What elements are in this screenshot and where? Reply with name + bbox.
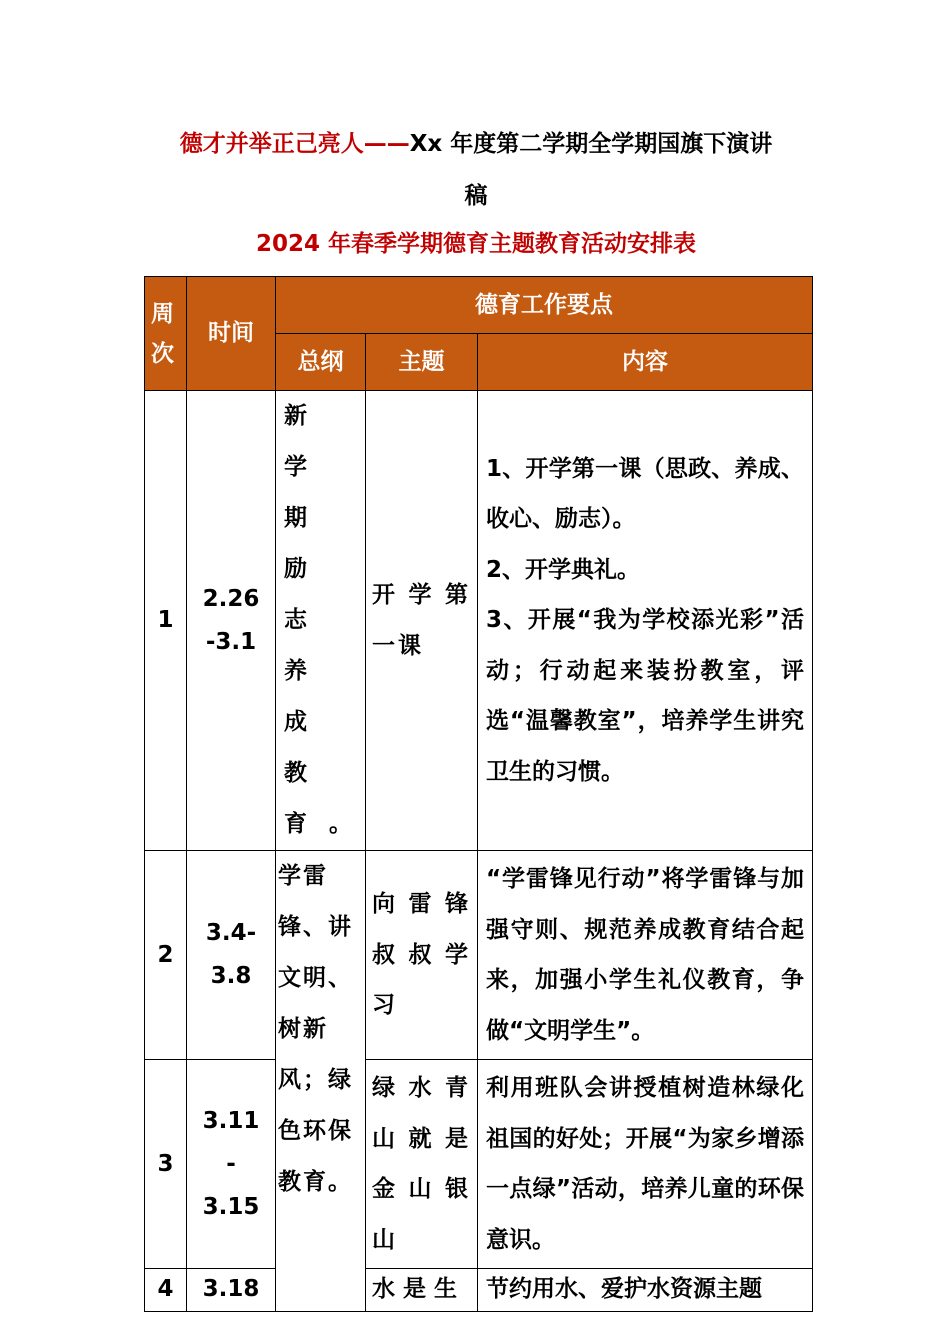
document-title: [140, 118, 812, 222]
row2-content-line-1: “学雷锋见行动”将学雷锋与加强守则、规范养成教育结合起来，加强小学生礼仪教育，争做“文明学生”。: [486, 866, 805, 1044]
header-week-text: 周次: [151, 300, 174, 367]
header-content: 内容: [478, 334, 813, 391]
header-gist: 总纲: [276, 334, 366, 391]
row3-theme-text: 绿水青山就是金山银山: [372, 1075, 471, 1253]
title-black-part: Xx 年度第二学期全学期国旗下演讲: [409, 131, 773, 157]
row1-time-text: 2.26 -3.1: [202, 585, 260, 655]
table-row: [145, 391, 813, 851]
table-row: [145, 1269, 813, 1312]
row1-theme-text: 开学第一课: [372, 582, 471, 659]
row2-gist: [276, 851, 366, 1312]
row3-theme: [366, 1060, 478, 1269]
row2-time-text: 3.4- 3.8: [205, 920, 257, 989]
row1-gist-text: 新学期励志养成教育。: [284, 403, 374, 837]
row1-content: [478, 391, 813, 851]
row1-content-line-2: 2、开学典礼。: [486, 556, 641, 583]
row1-content-line-1: 1、开学第一课（思政、养成、收心、励志）。: [486, 455, 805, 533]
row2-time: [187, 851, 276, 1060]
row3-time-text: 3.11 - 3.15: [202, 1107, 260, 1220]
row4-content-line-1: 节约用水、爱护水资源主题: [486, 1276, 762, 1302]
header-group: 德育工作要点: [276, 277, 813, 334]
title-line-2: 稿: [464, 183, 488, 209]
schedule-table: [144, 276, 813, 1312]
row1-gist: [276, 391, 374, 851]
row1-time: [187, 391, 276, 851]
row4-theme: [366, 1269, 478, 1312]
row4-time: 3.18: [187, 1269, 276, 1312]
row2-week: 2: [145, 851, 187, 1060]
row4-week: 4: [145, 1269, 187, 1312]
table-row: [145, 851, 813, 1060]
header-time: 时间: [187, 277, 276, 391]
row3-week: 3: [145, 1060, 187, 1269]
table-subtitle: 2024 年春季学期德育主题教育活动安排表: [255, 231, 697, 257]
row1-week: 1: [145, 391, 187, 851]
row3-content: [478, 1060, 813, 1269]
row3-content-line-1: 利用班队会讲授植树造林绿化祖国的好处；开展“为家乡增添一点绿”活动，培养儿童的环保意识。: [486, 1075, 805, 1253]
row1-content-line-3: 3、开展“我为学校添光彩”活动；行动起来装扮教室，评选“温馨教室”，培养学生讲究卫生的习惯。: [486, 607, 805, 785]
title-red-part: 德才并举正己亮人——: [179, 131, 410, 157]
row2-theme: [366, 851, 478, 1060]
row3-time: [187, 1060, 276, 1269]
header-week: [145, 277, 187, 391]
table-row: [145, 1060, 813, 1269]
row2-content: [478, 851, 813, 1060]
row1-theme: [366, 391, 478, 851]
row4-content: [478, 1269, 813, 1312]
row2-gist-text: 学雷锋、讲文明、树新风；绿色环保教育。: [278, 863, 353, 1195]
row4-theme-text: 水是生: [372, 1276, 465, 1302]
header-theme: 主题: [366, 334, 478, 391]
row2-theme-text: 向雷锋叔叔学习: [372, 891, 471, 1019]
